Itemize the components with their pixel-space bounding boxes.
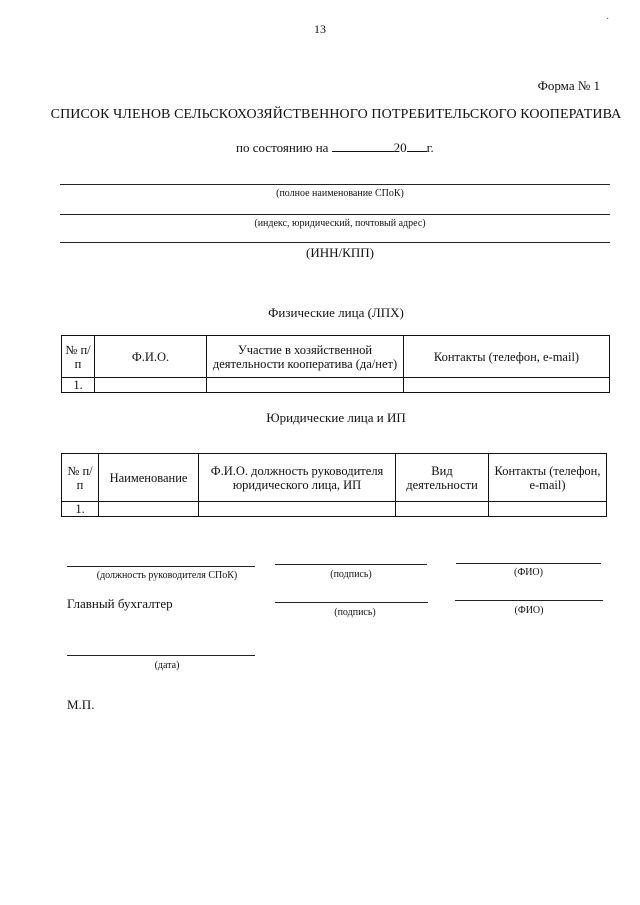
cell-contacts[interactable] [404, 378, 610, 393]
table-row [62, 378, 610, 393]
year-suffix: г. [426, 140, 434, 155]
individuals-heading: Физические лица (ЛПХ) [268, 305, 404, 320]
document-title: СПИСОК ЧЛЕНОВ СЕЛЬСКОХОЗЯЙСТВЕННОГО ПОТРЕБИТЕЛЬСКОГО КООПЕРАТИВА [50, 107, 622, 122]
accountant-name-caption: (ФИО) [514, 605, 544, 616]
cell-number: 1. [62, 378, 95, 393]
inn-kpp-caption: (ИНН/КПП) [306, 245, 374, 260]
table-header-row [62, 336, 610, 378]
cell-participation[interactable] [207, 378, 404, 393]
cell-contacts[interactable] [489, 502, 607, 517]
page-number: 13 [314, 22, 326, 36]
year-prefix: 20 [393, 140, 407, 155]
cell-number: 1. [62, 502, 99, 517]
col-contacts: Контакты (телефон, e-mail) [489, 454, 607, 502]
head-signature-caption: (подпись) [330, 569, 372, 580]
table-header-row [62, 454, 607, 502]
scan-dot: · [606, 14, 610, 25]
individuals-table [61, 335, 610, 393]
inn-kpp-line[interactable] [60, 242, 610, 243]
col-contacts: Контакты (телефон, e-mail) [404, 336, 610, 378]
chief-accountant-label: Главный бухгалтер [67, 596, 173, 611]
as-of-prefix: по состоянию на [236, 140, 329, 155]
head-name-caption: (ФИО) [513, 567, 543, 578]
table-row [62, 502, 607, 517]
accountant-name-line[interactable] [455, 600, 603, 601]
year-blank[interactable] [407, 140, 427, 152]
col-entity-name: Наименование [99, 454, 199, 502]
col-participation: Участие в хозяйственной деятельности кооператива (да/нет) [207, 336, 404, 378]
cooperative-name-line[interactable] [60, 184, 610, 185]
cell-activity-type[interactable] [396, 502, 489, 517]
cell-full-name[interactable] [95, 378, 207, 393]
col-number: № п/п [62, 454, 99, 502]
legal-entities-heading: Юридические лица и ИП [266, 410, 406, 425]
accountant-signature-line[interactable] [275, 602, 428, 603]
date-caption: (дата) [154, 660, 180, 671]
col-head-position: Ф.И.О. должность руководителя юридического лица, ИП [199, 454, 396, 502]
address-caption: (индекс, юридический, почтовый адрес) [254, 218, 426, 229]
head-position-line[interactable] [67, 566, 255, 567]
cell-entity-name[interactable] [99, 502, 199, 517]
head-position-caption: (должность руководителя СПоК) [96, 570, 238, 581]
address-line[interactable] [60, 214, 610, 215]
form-label: Форма № 1 [537, 78, 600, 93]
cooperative-name-caption: (полное наименование СПоК) [276, 188, 404, 199]
col-full-name: Ф.И.О. [95, 336, 207, 378]
date-blank[interactable] [332, 140, 394, 152]
col-activity-type: Вид деятельности [396, 454, 489, 502]
cell-head-position[interactable] [199, 502, 396, 517]
legal-entities-table [61, 453, 607, 517]
head-signature-line[interactable] [275, 564, 427, 565]
stamp-label: М.П. [67, 697, 95, 712]
as-of-date-line [236, 140, 434, 156]
col-number: № п/п [62, 336, 95, 378]
date-line[interactable] [67, 655, 255, 656]
head-name-line[interactable] [456, 563, 601, 564]
accountant-signature-caption: (подпись) [334, 607, 376, 618]
